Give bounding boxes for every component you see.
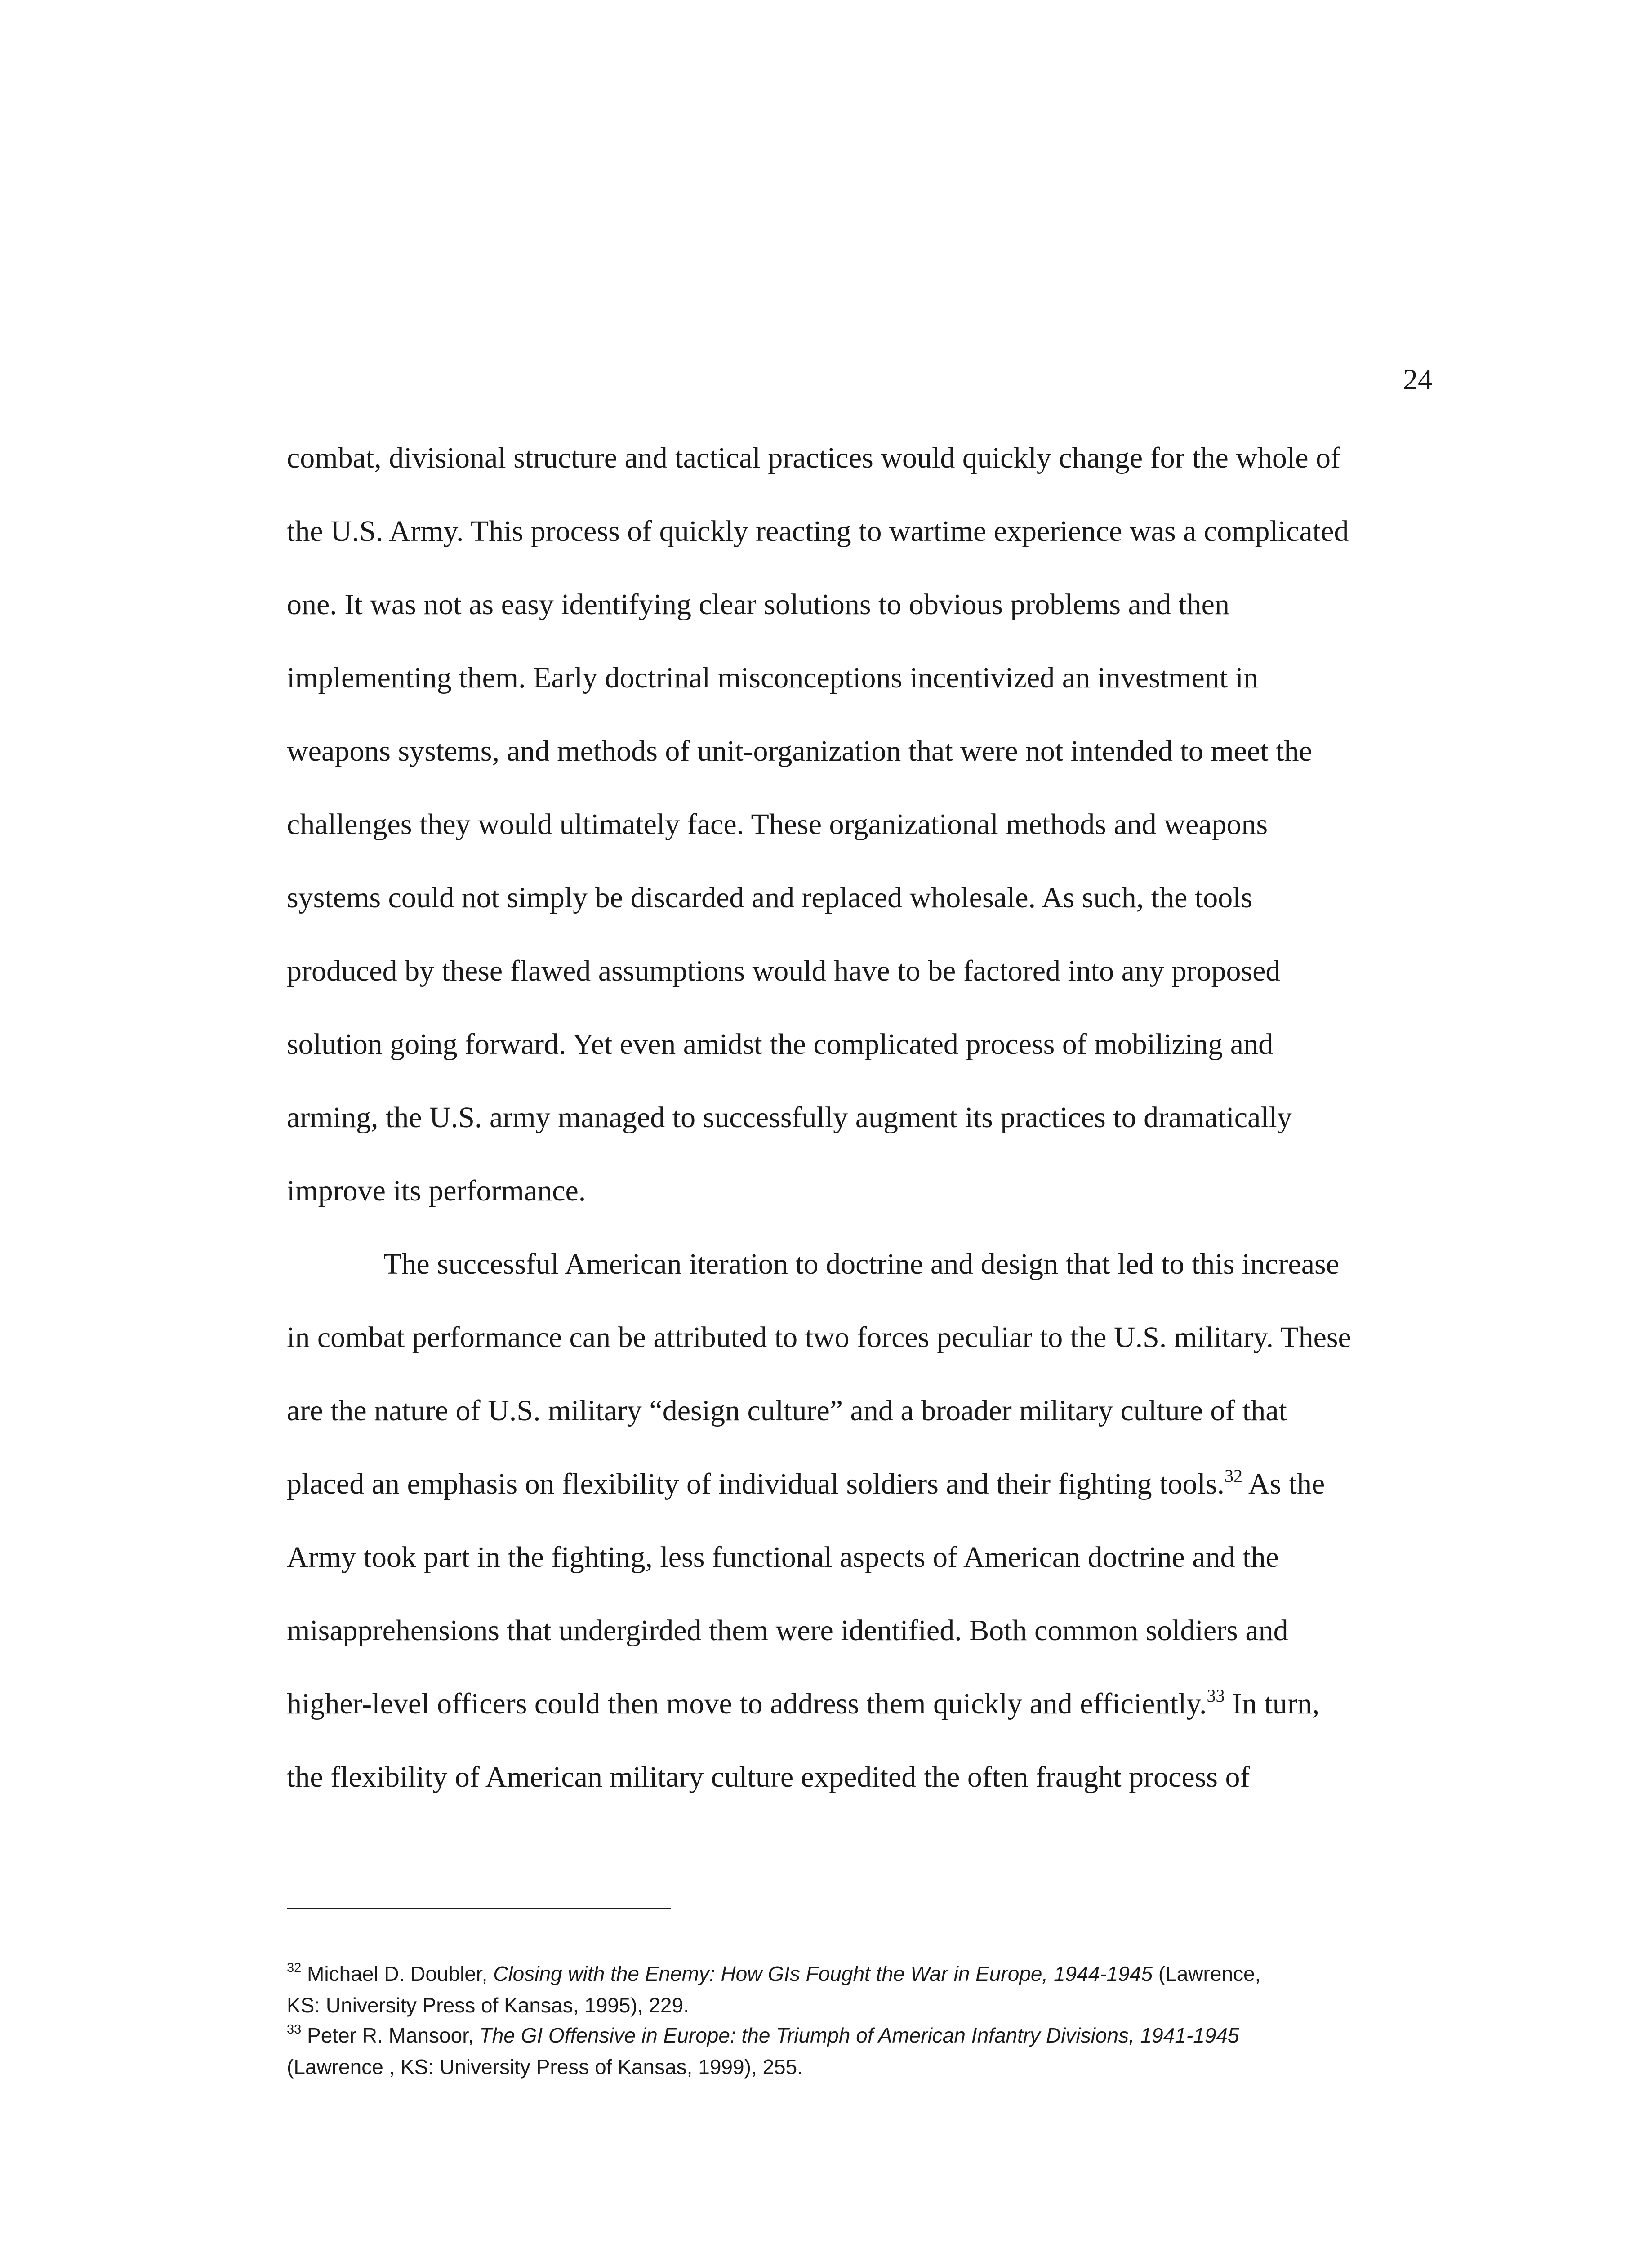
- footnote-title: Closing with the Enemy: How GIs Fought the War in Europe, 1944-1945: [493, 1962, 1153, 1985]
- line-text: placed an emphasis on flexibility of individual soldiers and their fighting tools.: [287, 1467, 1225, 1500]
- body-line: the U.S. Army. This process of quickly reacting to wartime experience was a complicated: [287, 515, 1349, 548]
- footnote-title: The GI Offensive in Europe: the Triumph of American Infantry Divisions, 1941-1945: [479, 2024, 1239, 2047]
- body-line-with-footnote-ref: [287, 1686, 1320, 1720]
- line-text: In turn,: [1225, 1687, 1320, 1720]
- footnote-author: Michael D. Doubler,: [301, 1962, 494, 1985]
- body-line: challenges they would ultimately face. These organizational methods and weapons: [287, 808, 1268, 841]
- body-line: combat, divisional structure and tactical practices would quickly change for the whole of: [287, 442, 1341, 474]
- body-line: one. It was not as easy identifying clear solutions to obvious problems and then: [287, 588, 1229, 621]
- footnote-32-continuation: KS: University Press of Kansas, 1995), 229.: [287, 1994, 689, 2017]
- body-line: arming, the U.S. army managed to successfully augment its practices to dramatically: [287, 1101, 1292, 1134]
- body-line: the flexibility of American military culture expedited the often fraught process of: [287, 1761, 1250, 1793]
- body-line: implementing them. Early doctrinal misconceptions incentivized an investment in: [287, 661, 1258, 694]
- footnote-separator: [287, 1908, 671, 1909]
- footnote-33: [287, 2022, 1239, 2047]
- body-line: solution going forward. Yet even amidst the complicated process of mobilizing and: [287, 1028, 1274, 1061]
- body-line: produced by these flawed assumptions would have to be factored into any proposed: [287, 955, 1281, 987]
- body-line: weapons systems, and methods of unit-organization that were not intended to meet the: [287, 735, 1312, 767]
- footnote-number: 32: [287, 1961, 302, 1975]
- body-line: systems could not simply be discarded and replaced wholesale. As such, the tools: [287, 881, 1253, 914]
- footnote-author: Peter R. Mansoor,: [301, 2024, 480, 2047]
- footnote-reference-33: 33: [1207, 1686, 1225, 1706]
- body-line: misapprehensions that undergirded them were identified. Both common soldiers and: [287, 1614, 1288, 1647]
- paragraph-first-line: The successful American iteration to doctrine and design that led to this increase: [383, 1248, 1339, 1280]
- footnote-33-continuation: (Lawrence , KS: University Press of Kansas, 1999), 255.: [287, 2055, 803, 2079]
- footnote-text: (Lawrence,: [1153, 1962, 1261, 1985]
- page-number: 24: [1403, 363, 1433, 396]
- line-text: As the: [1242, 1467, 1325, 1500]
- body-line: are the nature of U.S. military “design culture” and a broader military culture of that: [287, 1394, 1287, 1427]
- body-line-with-footnote-ref: [287, 1466, 1325, 1500]
- body-line: Army took part in the fighting, less functional aspects of American doctrine and the: [287, 1541, 1279, 1574]
- body-line: in combat performance can be attributed to two forces peculiar to the U.S. military. These: [287, 1321, 1351, 1354]
- line-text: higher-level officers could then move to address them quickly and efficiently.: [287, 1687, 1207, 1720]
- body-line: improve its performance.: [287, 1174, 586, 1207]
- footnote-number: 33: [287, 2022, 302, 2037]
- footnote-reference-32: 32: [1224, 1466, 1242, 1486]
- footnote-32: [287, 1963, 1260, 1984]
